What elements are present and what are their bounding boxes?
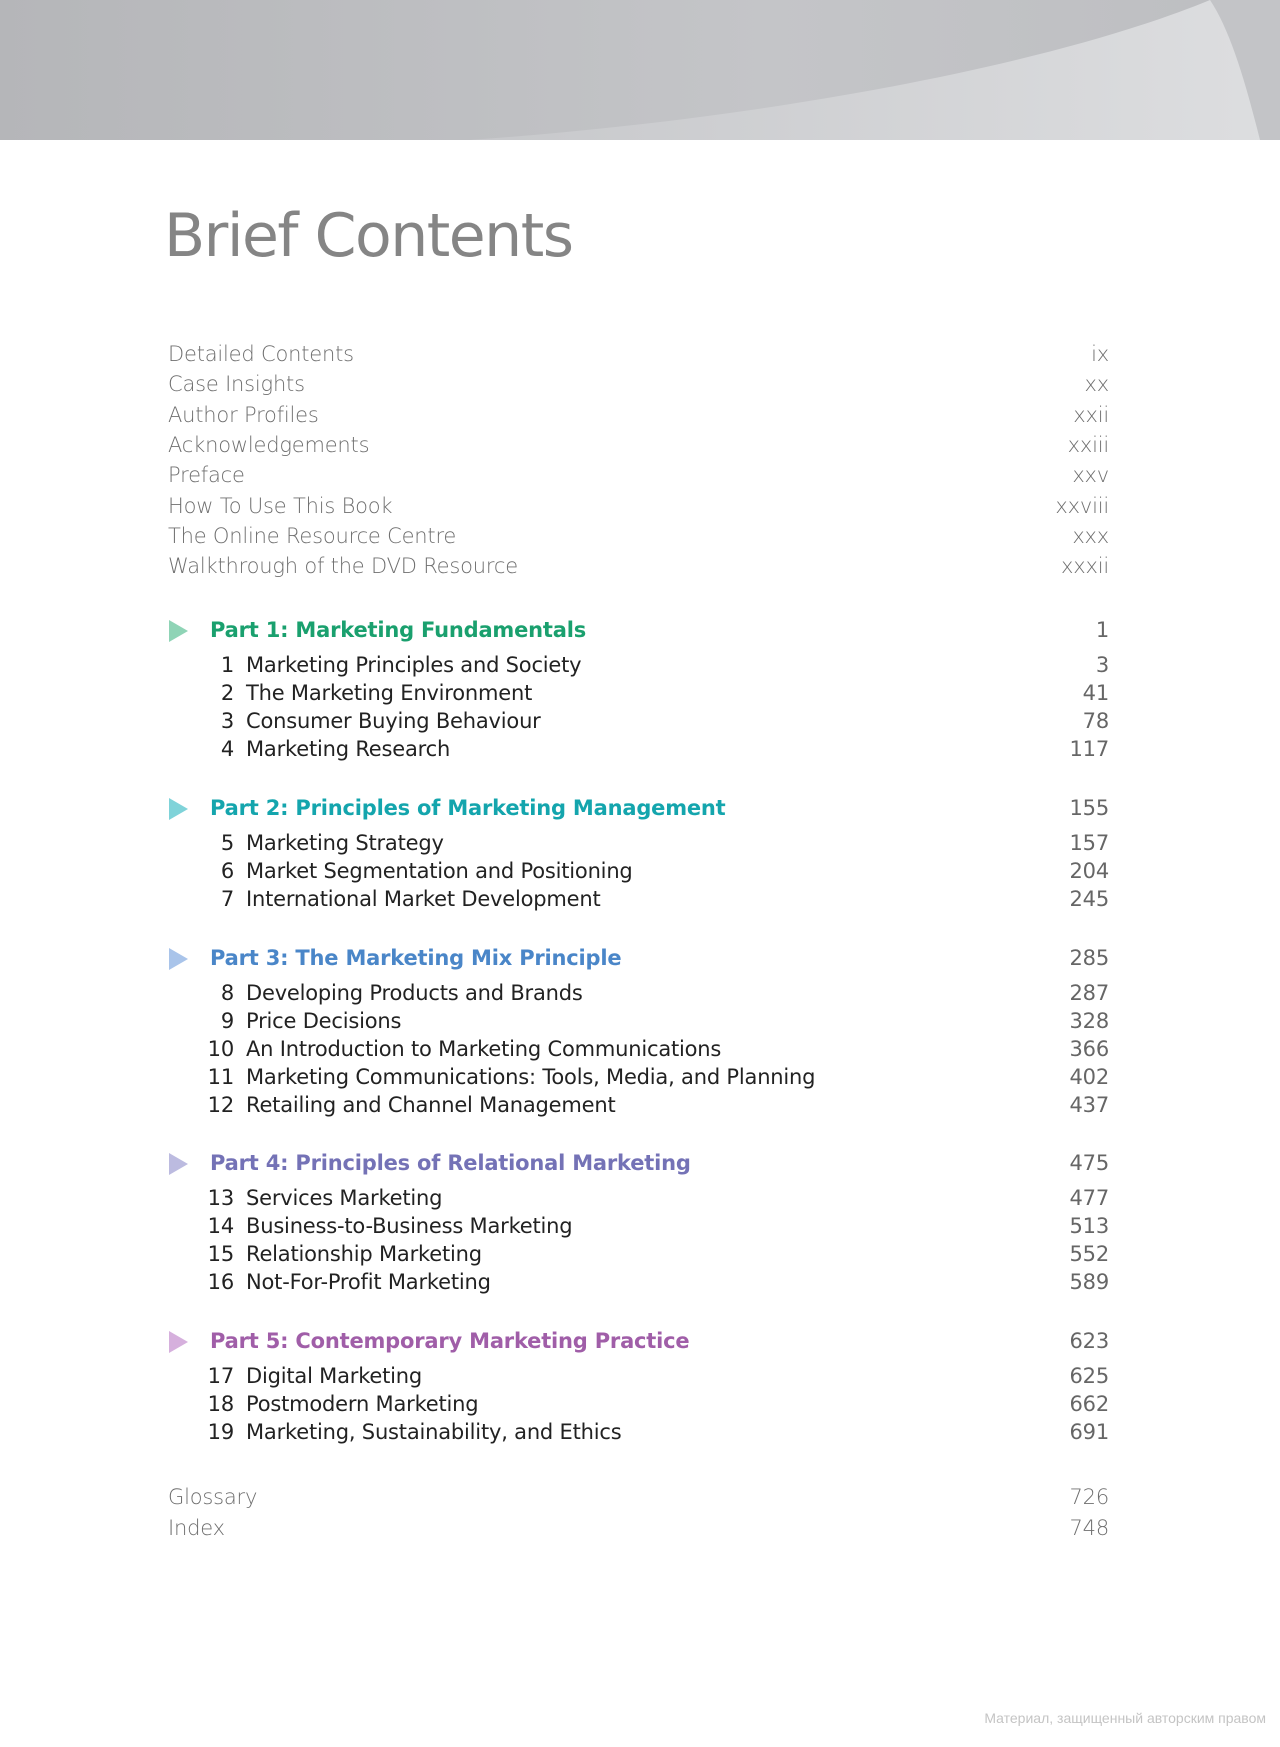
- page-number: 623: [1069, 1329, 1109, 1353]
- page-number: 287: [1069, 981, 1109, 1005]
- page-number: 402: [1069, 1065, 1109, 1089]
- chapter-number: 16: [207, 1270, 234, 1294]
- chapter-number: 13: [207, 1186, 234, 1210]
- entry-title: Glossary: [168, 1485, 258, 1509]
- entry-title: Case Insights: [168, 372, 305, 397]
- page-number: xxx: [1072, 523, 1109, 548]
- entry-title: Preface: [168, 463, 245, 488]
- chapter-title: Developing Products and Brands: [246, 981, 583, 1005]
- page-number: 437: [1069, 1093, 1109, 1117]
- entry-title: Author Profiles: [168, 402, 319, 427]
- chapter-number: 17: [207, 1364, 234, 1388]
- page-number: xxxii: [1061, 554, 1109, 579]
- chapter-title: Marketing Principles and Society: [246, 653, 582, 677]
- chapter-number: 3: [220, 709, 234, 733]
- part-marker-icon: [169, 1153, 188, 1175]
- entry-title: The Online Resource Centre: [168, 523, 457, 548]
- chapter-number: 19: [207, 1420, 234, 1444]
- page-number: xx: [1084, 372, 1109, 397]
- page-number: 513: [1069, 1214, 1109, 1238]
- chapter-title: Marketing, Sustainability, and Ethics: [246, 1420, 622, 1444]
- part-title: Part 5: Contemporary Marketing Practice: [210, 1329, 690, 1353]
- page-title: Brief Contents: [164, 201, 573, 271]
- chapter-number: 14: [207, 1214, 234, 1238]
- part-title: Part 2: Principles of Marketing Management: [210, 796, 726, 820]
- chapter-number: 10: [207, 1037, 234, 1061]
- chapter-title: Marketing Research: [246, 737, 451, 761]
- chapter-number: 9: [220, 1009, 234, 1033]
- page-number: 662: [1069, 1392, 1109, 1416]
- chapter-title: Consumer Buying Behaviour: [246, 709, 541, 733]
- page-number: ix: [1091, 342, 1109, 366]
- entry-title: How To Use This Book: [168, 493, 393, 518]
- chapter-title: Relationship Marketing: [246, 1242, 482, 1266]
- page-number: 245: [1069, 887, 1109, 911]
- copyright-watermark: Материал, защищенный авторским правом: [984, 1710, 1266, 1726]
- chapter-number: 6: [220, 859, 234, 883]
- chapter-title: Not-For-Profit Marketing: [246, 1270, 491, 1294]
- chapter-number: 4: [220, 737, 234, 761]
- header-banner: [0, 0, 1280, 140]
- page-number: xxii: [1073, 402, 1109, 427]
- page-number: 155: [1069, 796, 1109, 820]
- page-number: 1: [1095, 618, 1109, 642]
- chapter-title: Services Marketing: [246, 1186, 443, 1210]
- entry-title: Index: [168, 1515, 225, 1540]
- page-number: 589: [1069, 1270, 1109, 1294]
- part-title: Part 1: Marketing Fundamentals: [210, 618, 587, 642]
- page-number: 328: [1069, 1009, 1109, 1033]
- chapter-number: 15: [207, 1242, 234, 1266]
- page-number: xxv: [1072, 463, 1109, 488]
- chapter-title: Retailing and Channel Management: [246, 1093, 616, 1117]
- part-marker-icon: [169, 1331, 188, 1353]
- chapter-number: 11: [207, 1065, 234, 1089]
- chapter-title: Digital Marketing: [246, 1364, 423, 1388]
- page-number: 552: [1069, 1242, 1109, 1266]
- chapter-number: 1: [220, 653, 234, 677]
- page-number: 691: [1069, 1420, 1109, 1444]
- page-number: 477: [1069, 1186, 1109, 1210]
- chapter-title: The Marketing Environment: [246, 681, 533, 705]
- chapter-title: Business-to-Business Marketing: [246, 1214, 573, 1238]
- entry-title: Acknowledgements: [168, 432, 370, 457]
- page-number: 117: [1069, 737, 1109, 761]
- chapter-title: Postmodern Marketing: [246, 1392, 479, 1416]
- part-marker-icon: [169, 798, 188, 820]
- part-marker-icon: [169, 948, 188, 970]
- chapter-title: Marketing Strategy: [246, 831, 444, 855]
- chapter-number: 12: [207, 1093, 234, 1117]
- chapter-title: Price Decisions: [246, 1009, 402, 1033]
- part-title: Part 4: Principles of Relational Marketing: [210, 1151, 691, 1175]
- page-number: 366: [1069, 1037, 1109, 1061]
- chapter-number: 2: [220, 681, 234, 705]
- page-number: 3: [1095, 653, 1109, 677]
- chapter-title: An Introduction to Marketing Communications: [246, 1037, 722, 1061]
- part-marker-icon: [169, 620, 188, 642]
- entry-title: Detailed Contents: [168, 342, 354, 366]
- entry-title: Walkthrough of the DVD Resource: [168, 554, 518, 579]
- chapter-title: Market Segmentation and Positioning: [246, 859, 633, 883]
- chapter-number: 7: [220, 887, 234, 911]
- page-number: 157: [1069, 831, 1109, 855]
- page-number: xxiii: [1067, 432, 1109, 457]
- chapter-title: International Market Development: [246, 887, 601, 911]
- part-title: Part 3: The Marketing Mix Principle: [210, 946, 622, 970]
- page-number: 748: [1069, 1515, 1109, 1540]
- page-number: 475: [1069, 1151, 1109, 1175]
- page-number: 285: [1069, 946, 1109, 970]
- page-number: 78: [1082, 709, 1109, 733]
- chapter-number: 5: [220, 831, 234, 855]
- chapter-number: 18: [207, 1392, 234, 1416]
- page-number: xxviii: [1055, 493, 1109, 518]
- chapter-title: Marketing Communications: Tools, Media, and Planning: [246, 1065, 816, 1089]
- chapter-number: 8: [220, 981, 234, 1005]
- page-number: 204: [1069, 859, 1109, 883]
- page-number: 726: [1069, 1485, 1109, 1509]
- page-number: 41: [1082, 681, 1109, 705]
- page-number: 625: [1069, 1364, 1109, 1388]
